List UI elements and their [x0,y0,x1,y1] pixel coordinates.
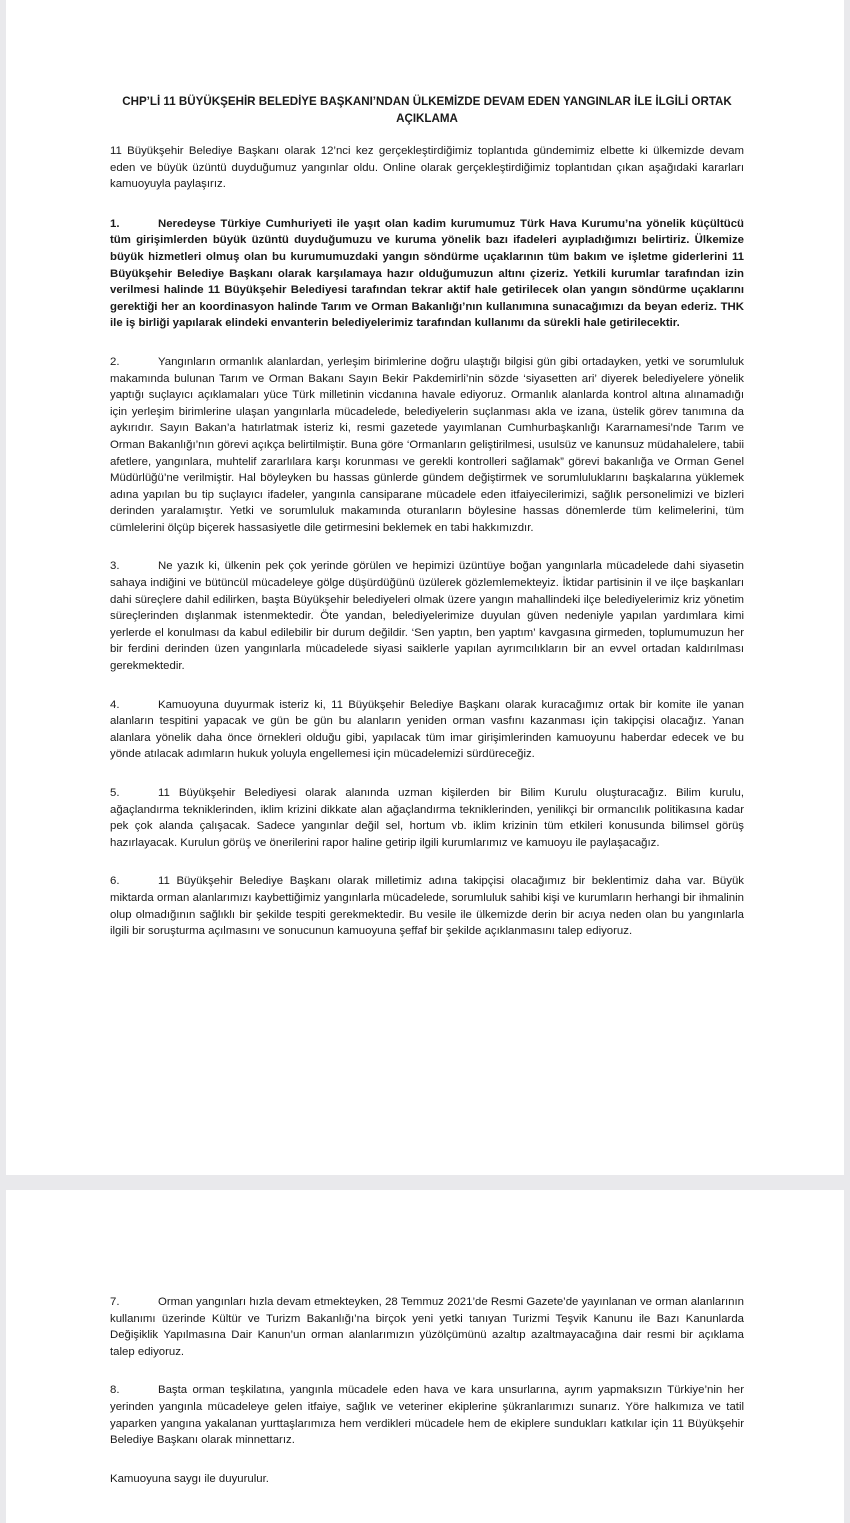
item-number: 1. [110,217,120,230]
decision-item-8 [110,1382,744,1448]
item-number: 6. [110,875,120,888]
title-line-1: CHP’Lİ 11 BÜYÜKŞEHİR BELEDİYE BAŞKANI’NDAN ÜLKEMİZDE DEVAM EDEN YANGINLAR İLE İLGİLİ ORTAK [122,95,732,108]
item-text: Yangınların ormanlık alanlardan, yerleşim birimlerine doğru ulaştığı bilgisi gün gibi ortadayken, yetki ve sorumluluk makamında bulunan Tarım ve Orman Bakanı Sayın Bekir Pakdemirli’nin sözde ‘siyasetten ari’ diyerek belediyelere yönelik yaptığı suçlayıcı açıklamaları yüce Türk milletinin vicdanına havale ediyoruz. Ormanlık alanlarda kontrol altına alınamadığı için yerleşim birimlerine ulaşan yangınlarla mücadelede, belediyelerin suçlanması akla ve izana, üstelik görev tanımına da aykırıdır. Sayın Bakan’a hatırlatmak isteriz ki, resmi gazetede yayımlanan Cumhurbaşkanlığı Kararnamesi’nde Tarım ve Orman Bakanlığı’nın görevi açıkça belirtilmiştir. Buna göre ‘Ormanların geliştirilmesi, usulsüz ve kanunsuz müdahalelere, tabii afetlere, yangınlara, muhtelif zararlılara karşı korunması ve gerekli kontrolleri sağlamak” görevi bakanlığa ve Orman Genel Müdürlüğü’ne verilmiştir. Hal böyleyken bu hassas günlerde gündem değiştirmek ve sorumluluklarını başkalarına yüklemek adına yapılan bu tip suçlayıcı ifadeler, yangınla cansiparane mücadele eden itfaiyecilerimizi, sağlık personelimizi ve bizleri derinden yaralamıştır. Yetki ve sorumluluk makamında oturanların böylesine hassas dönemlerde tüm kelimelerini, tüm cümlelerini ölçüp biçerek hassasiyetle dile getirmesini beklemek en tabi hakkımızdır. [110,355,744,534]
decision-item-5 [110,785,744,851]
decision-item-7 [110,1294,744,1360]
item-number: 7. [110,1296,120,1308]
item-text: 11 Büyükşehir Belediyesi olarak alanında uzman kişilerden bir Bilim Kurulu oluşturacağız. Bilim kurulu, ağaçlandırma tekniklerinden, iklim krizini dikkate alan ağaçlandırma tekniklerinden, yenilikçi bir ormancılık politikasına kadar pek çok alanda çalışacak. Sadece yangınlar değil sel, hortum vb. iklim krizinin tüm etkileri konusunda bilimsel görüş hazırlayacak. Kurulun görüş ve önerilerini rapor haline getirip ilgili kurumlarımız ve kamuoyu ile paylaşacağız. [110,787,744,849]
item-number: 8. [110,1384,120,1397]
document-page-1 [6,0,844,1175]
item-text: Neredeyse Türkiye Cumhuriyeti ile yaşıt olan kadim kurumumuz Türk Hava Kurumu’na yönelik küçültücü tüm girişimlerden büyük üzüntü duyduğumuzu ve kuruma yönelik bazı ifadeleri ayıpladığımızı belirtiriz. Ülkemize büyük hizmetleri olmuş olan bu kurumumuzdaki yangın söndürme uçaklarının tüm bakım ve işletme giderlerini 11 Büyükşehir Belediye Başkanı olarak karşılamaya hazır olduğumuzun altını çizeriz. Yetkili kurumlar tarafından izin verilmesi halinde 11 Büyükşehir Belediyesi tarafından tekrar aktif hale getirilecek olan yangın söndürme uçaklarını gerektiği her an koordinasyon halinde Tarım ve Orman Bakanlığı’nın kullanımına sunacağımızı da beyan ederiz. THK ile iş birliği yapılarak elindeki envanterin belediyelerimiz tarafından kullanımı da sürekli hale getirilecektir. [110,217,744,330]
item-number: 4. [110,698,120,711]
decision-item-2 [110,354,744,537]
item-text: 11 Büyükşehir Belediye Başkanı olarak milletimiz adına takipçisi olacağımız bir beklentimiz daha var. Büyük miktarda orman alanlarımızı kaybettiğimiz yangınlarla mücadelede, sorumluluk sahibi kişi ve kurumların herhangi bir ihmalinin olup olmadığının sağlıklı bir şekilde tespiti gerekmektedir. Bu vesile ile ülkemizde derin bir acıya neden olan bu yangınlarla ilgili bir soruşturma açılmasını ve sonucunun kamuoyuna şeffaf bir şekilde açıklanmasını talep ediyoruz. [110,875,744,938]
decision-item-4 [110,697,744,763]
item-number: 5. [110,787,120,799]
decision-item-1 [110,216,744,332]
title-line-2: AÇIKLAMA [396,112,458,125]
item-number: 2. [110,355,120,368]
item-number: 3. [110,560,120,573]
item-text: Başta orman teşkilatına, yangınla mücadele eden hava ve kara unsurlarına, ayrım yapmaksızın Türkiye’nin her yerinden yangınla mücadeleye gelen itfaiye, sağlık ve veteriner ekiplerine şükranlarımızı sunarız. Yöre halkımıza ve tatil yaparken yangına yakalanan yurttaşlarımıza hem verdikleri mücadele hem de ekiplere sundukları katkılar için 11 Büyükşehir Belediye Başkanı olarak minnettarız. [110,1384,744,1447]
intro-paragraph: 11 Büyükşehir Belediye Başkanı olarak 12’nci kez gerçekleştirdiğimiz toplantıda gündemimiz elbette ki ülkemizde devam eden ve büyük üzüntü duyduğumuz yangınlar oldu. Online olarak gerçekleştirdiğimiz toplantıdan çıkan aşağıdaki kararları kamuoyuyla paylaşırız. [110,145,744,191]
item-text: Ne yazık ki, ülkenin pek çok yerinde görülen ve hepimizi üzüntüye boğan yangınlarla mücadelede dahi siyasetin sahaya indiğini ve bütüncül mücadeleye gölge düşürdüğünü üzülerek gözlemlemekteyiz. İktidar partisinin il ve ilçe başkanları dahi süreçlere dahil edilirken, başta Büyükşehir belediyeleri olmak üzere yangın mahallindeki ilçe belediyelerimiz kriz yönetim süreçlerinden dışlanmak istenmektedir. Öte yandan, belediyelerimize duyulan güven nedeniyle yapılan yardımlara kimi yerlerde el konulması da kabul edilebilir bir durum değildir. ‘Sen yaptın, ben yaptım’ kavgasına girmeden, toplumumuzun her bir ferdini derinden üzen yangınlarla mücadelede siyasi saiklerle yapılan ayrımcılıkların bir an evvel ortadan kaldırılması gerekmektedir. [110,560,744,673]
decision-item-3 [110,558,744,674]
decision-item-6 [110,873,744,939]
document-title [110,93,744,127]
item-text: Kamuoyuna duyurmak isteriz ki, 11 Büyükşehir Belediye Başkanı olarak kuracağımız ortak bir komite ile yanan alanların tespitini yapacak ve gün be gün bu alanların yeniden orman vasfını kazanması için takipçisi olacağız. Yanan alanlara yönelik daha önce örnekleri olduğu gibi, yapılacak tüm imar girişimlerinden kamuoyunu haberdar edecek ve bu yönde atılacak adımların hukuk yoluyla engellemesi için mücadelemizi sürdüreceğiz. [110,698,744,761]
item-text: Orman yangınları hızla devam etmekteyken, 28 Temmuz 2021’de Resmi Gazete’de yayınlanan ve orman alanlarının kullanımı üzerinde Kültür ve Turizm Bakanlığı’na birçok yeni yetki tanıyan Turizmi Teşvik Kanunu ile Bazı Kanunlarda Değişiklik Yapılmasına Dair Kanun’un orman alanlarımızın yüzölçümünü azaltıp azaltmayacağına dair resmi bir açıklama talep ediyoruz. [110,1296,744,1358]
document-page-2 [6,1190,844,1523]
closing-line: Kamuoyuna saygı ile duyurulur. [110,1472,269,1485]
